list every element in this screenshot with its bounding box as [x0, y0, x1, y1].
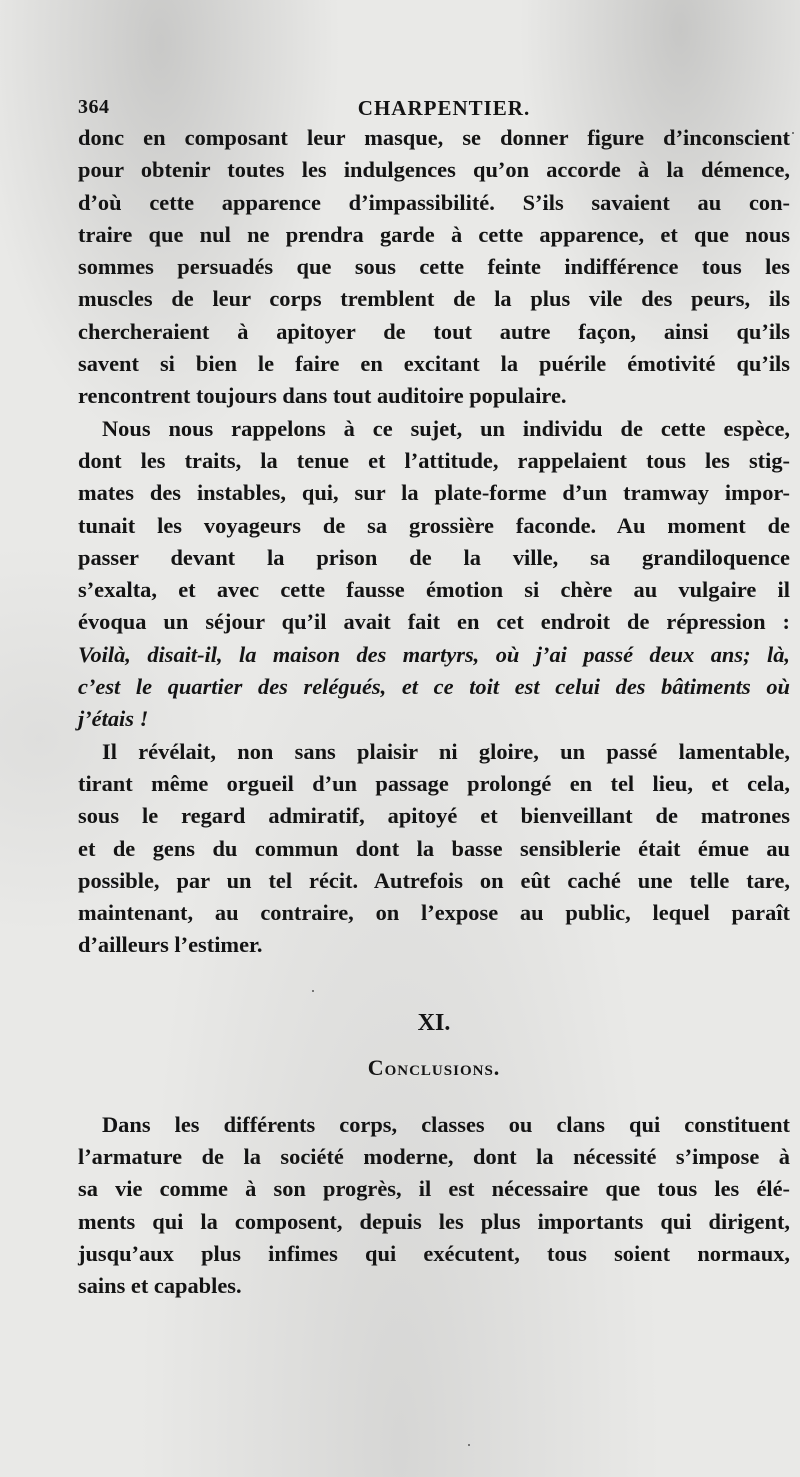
page-number: 364 [78, 96, 110, 118]
text-line: d’où cette apparence d’impassibilité. S’ils savaient au con- [78, 189, 790, 215]
text-line: pour obtenir toutes les indulgences qu’on accorde à la démence, [78, 157, 790, 183]
text-line: jusqu’aux plus infimes qui exécutent, tous soient normaux, [78, 1240, 790, 1266]
paper-speck [792, 132, 794, 134]
book-page [78, 92, 790, 1303]
paragraph-3 [78, 736, 790, 962]
section-spacer [78, 1083, 790, 1109]
section-number: XI. [417, 1009, 451, 1036]
text-line: s’exalta, et avec cette fausse émotion si chère au vulgaire il [78, 577, 790, 603]
running-title: CHARPENTIER. [357, 96, 531, 120]
text-line: l’armature de la société moderne, dont la nécessité s’impose à [78, 1144, 790, 1170]
section-title: Conclusions. [367, 1054, 501, 1080]
text-line: dont les traits, la tenue et l’attitude, rappelaient tous les stig- [78, 447, 790, 473]
text-line: sommes persuadés que sous cette feinte indifférence tous les [78, 254, 790, 280]
text-line: maintenant, au contraire, on l’expose au public, lequel paraît [78, 900, 790, 926]
text-line: évoqua un séjour qu’il avait fait en cet endroit de répression : [78, 609, 790, 635]
paper-speck [468, 1444, 470, 1446]
paragraph-1 [78, 122, 790, 413]
running-head [78, 92, 790, 122]
text-line: d’ailleurs l’estimer. [78, 932, 263, 958]
text-line: ments qui la composent, depuis les plus importants qui dirigent, [78, 1208, 790, 1234]
text-line: savent si bien le faire en excitant la puérile émotivité qu’ils [78, 351, 790, 377]
text-line: chercheraient à apitoyer de tout autre façon, ainsi qu’ils [78, 318, 790, 344]
text-line: tirant même orgueil d’un passage prolongé en tel lieu, et cela, [78, 770, 790, 796]
paper-speck [312, 990, 314, 992]
text-line: sains et capables. [78, 1273, 242, 1299]
paragraph-2 [78, 413, 790, 736]
text-line: Nous nous rappelons à ce sujet, un individu de cette espèce, [102, 415, 790, 441]
text-line: possible, par un tel récit. Autrefois on eût caché une telle tare, [78, 867, 790, 893]
text-line: sa vie comme à son progrès, il est nécessaire que tous les élé- [78, 1176, 790, 1202]
section-paragraph [78, 1109, 790, 1303]
text-line: et de gens du commun dont la basse sensiblerie était émue au [78, 835, 790, 861]
text-line: tunait les voyageurs de sa grossière faconde. Au moment de [78, 512, 790, 538]
text-line: donc en composant leur masque, se donner figure d’inconscient [78, 125, 790, 150]
text-line: mates des instables, qui, sur la plate-forme d’un tramway impor- [78, 480, 790, 506]
quotation-line: Voilà, disait-il, la maison des martyrs, où j’ai passé deux ans; là, [78, 641, 790, 667]
text-line: Il révélait, non sans plaisir ni gloire, un passé lamentable, [102, 738, 790, 764]
quotation-line: j’étais ! [78, 706, 149, 732]
text-line: muscles de leur corps tremblent de la plus vile des peurs, ils [78, 286, 790, 312]
text-line: traire que nul ne prendra garde à cette apparence, et que nous [78, 221, 790, 247]
quotation-line: c’est le quartier des relégués, et ce toit est celui des bâtiments où [78, 674, 790, 700]
text-line: passer devant la prison de la ville, sa grandiloquence [78, 544, 790, 570]
text-line: Dans les différents corps, classes ou clans qui constituent [102, 1111, 790, 1137]
text-line: rencontrent toujours dans tout auditoire populaire. [78, 383, 567, 409]
text-line: sous le regard admiratif, apitoyé et bienveillant de matrones [78, 803, 790, 829]
